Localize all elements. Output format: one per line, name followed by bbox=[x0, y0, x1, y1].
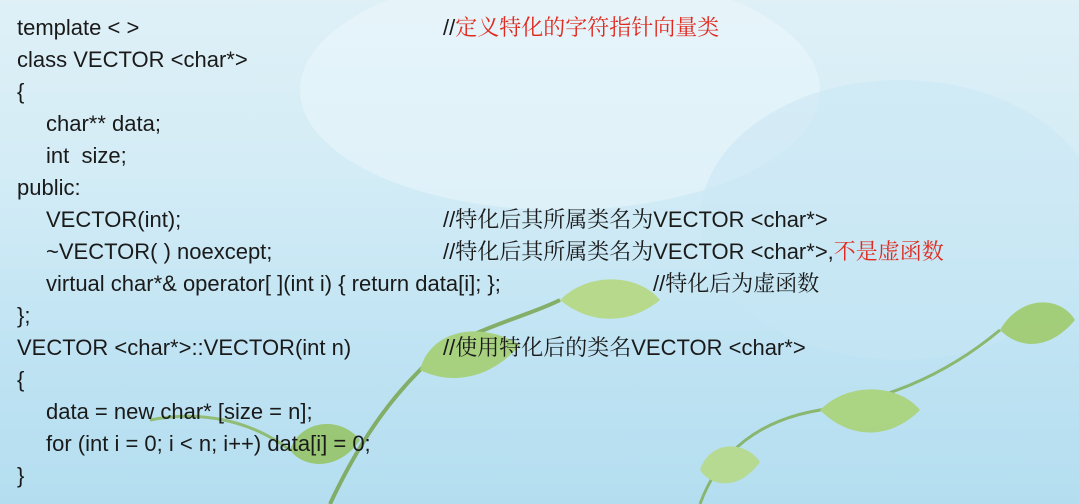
comment-highlight: 定义特化的字符指针向量类 bbox=[455, 15, 720, 40]
code-line-1: template < > bbox=[17, 15, 140, 40]
comment-prefix: // bbox=[443, 15, 456, 40]
code-line-12: { bbox=[17, 367, 25, 392]
code-line-9: virtual char*& operator[ ](int i) { return data[i]; }; bbox=[46, 271, 501, 296]
comment-text: //特化后其所属类名为VECTOR <char*>, bbox=[443, 239, 834, 264]
code-line-2: class VECTOR <char*> bbox=[17, 47, 248, 72]
code-line-6: public: bbox=[17, 175, 81, 200]
code-line-3: { bbox=[17, 79, 25, 104]
leaf bbox=[820, 389, 920, 432]
code-comment-9: //特化后为虚函数 bbox=[653, 271, 820, 296]
vine-stem bbox=[330, 300, 560, 504]
code-comment-8 bbox=[443, 238, 944, 266]
leaf bbox=[700, 446, 760, 483]
leaf bbox=[560, 279, 660, 318]
code-line-11: VECTOR <char*>::VECTOR(int n) bbox=[17, 335, 352, 360]
code-line-4: char** data; bbox=[46, 111, 161, 136]
code-line-15: } bbox=[17, 463, 25, 488]
code-comment-1 bbox=[443, 14, 719, 42]
code-line-13: data = new char* [size = n]; bbox=[46, 399, 313, 424]
code-comment-11: //使用特化后的类名VECTOR <char*> bbox=[443, 335, 806, 360]
code-comment-7: //特化后其所属类名为VECTOR <char*> bbox=[443, 207, 828, 232]
code-line-8: ~VECTOR( ) noexcept; bbox=[46, 239, 273, 264]
code-line-14: for (int i = 0; i < n; i++) data[i] = 0; bbox=[46, 431, 371, 456]
code-line-10: }; bbox=[17, 303, 31, 328]
code-line-5: int size; bbox=[46, 143, 127, 168]
comment-highlight: 不是虚函数 bbox=[833, 239, 944, 264]
code-line-7: VECTOR(int); bbox=[46, 207, 182, 232]
